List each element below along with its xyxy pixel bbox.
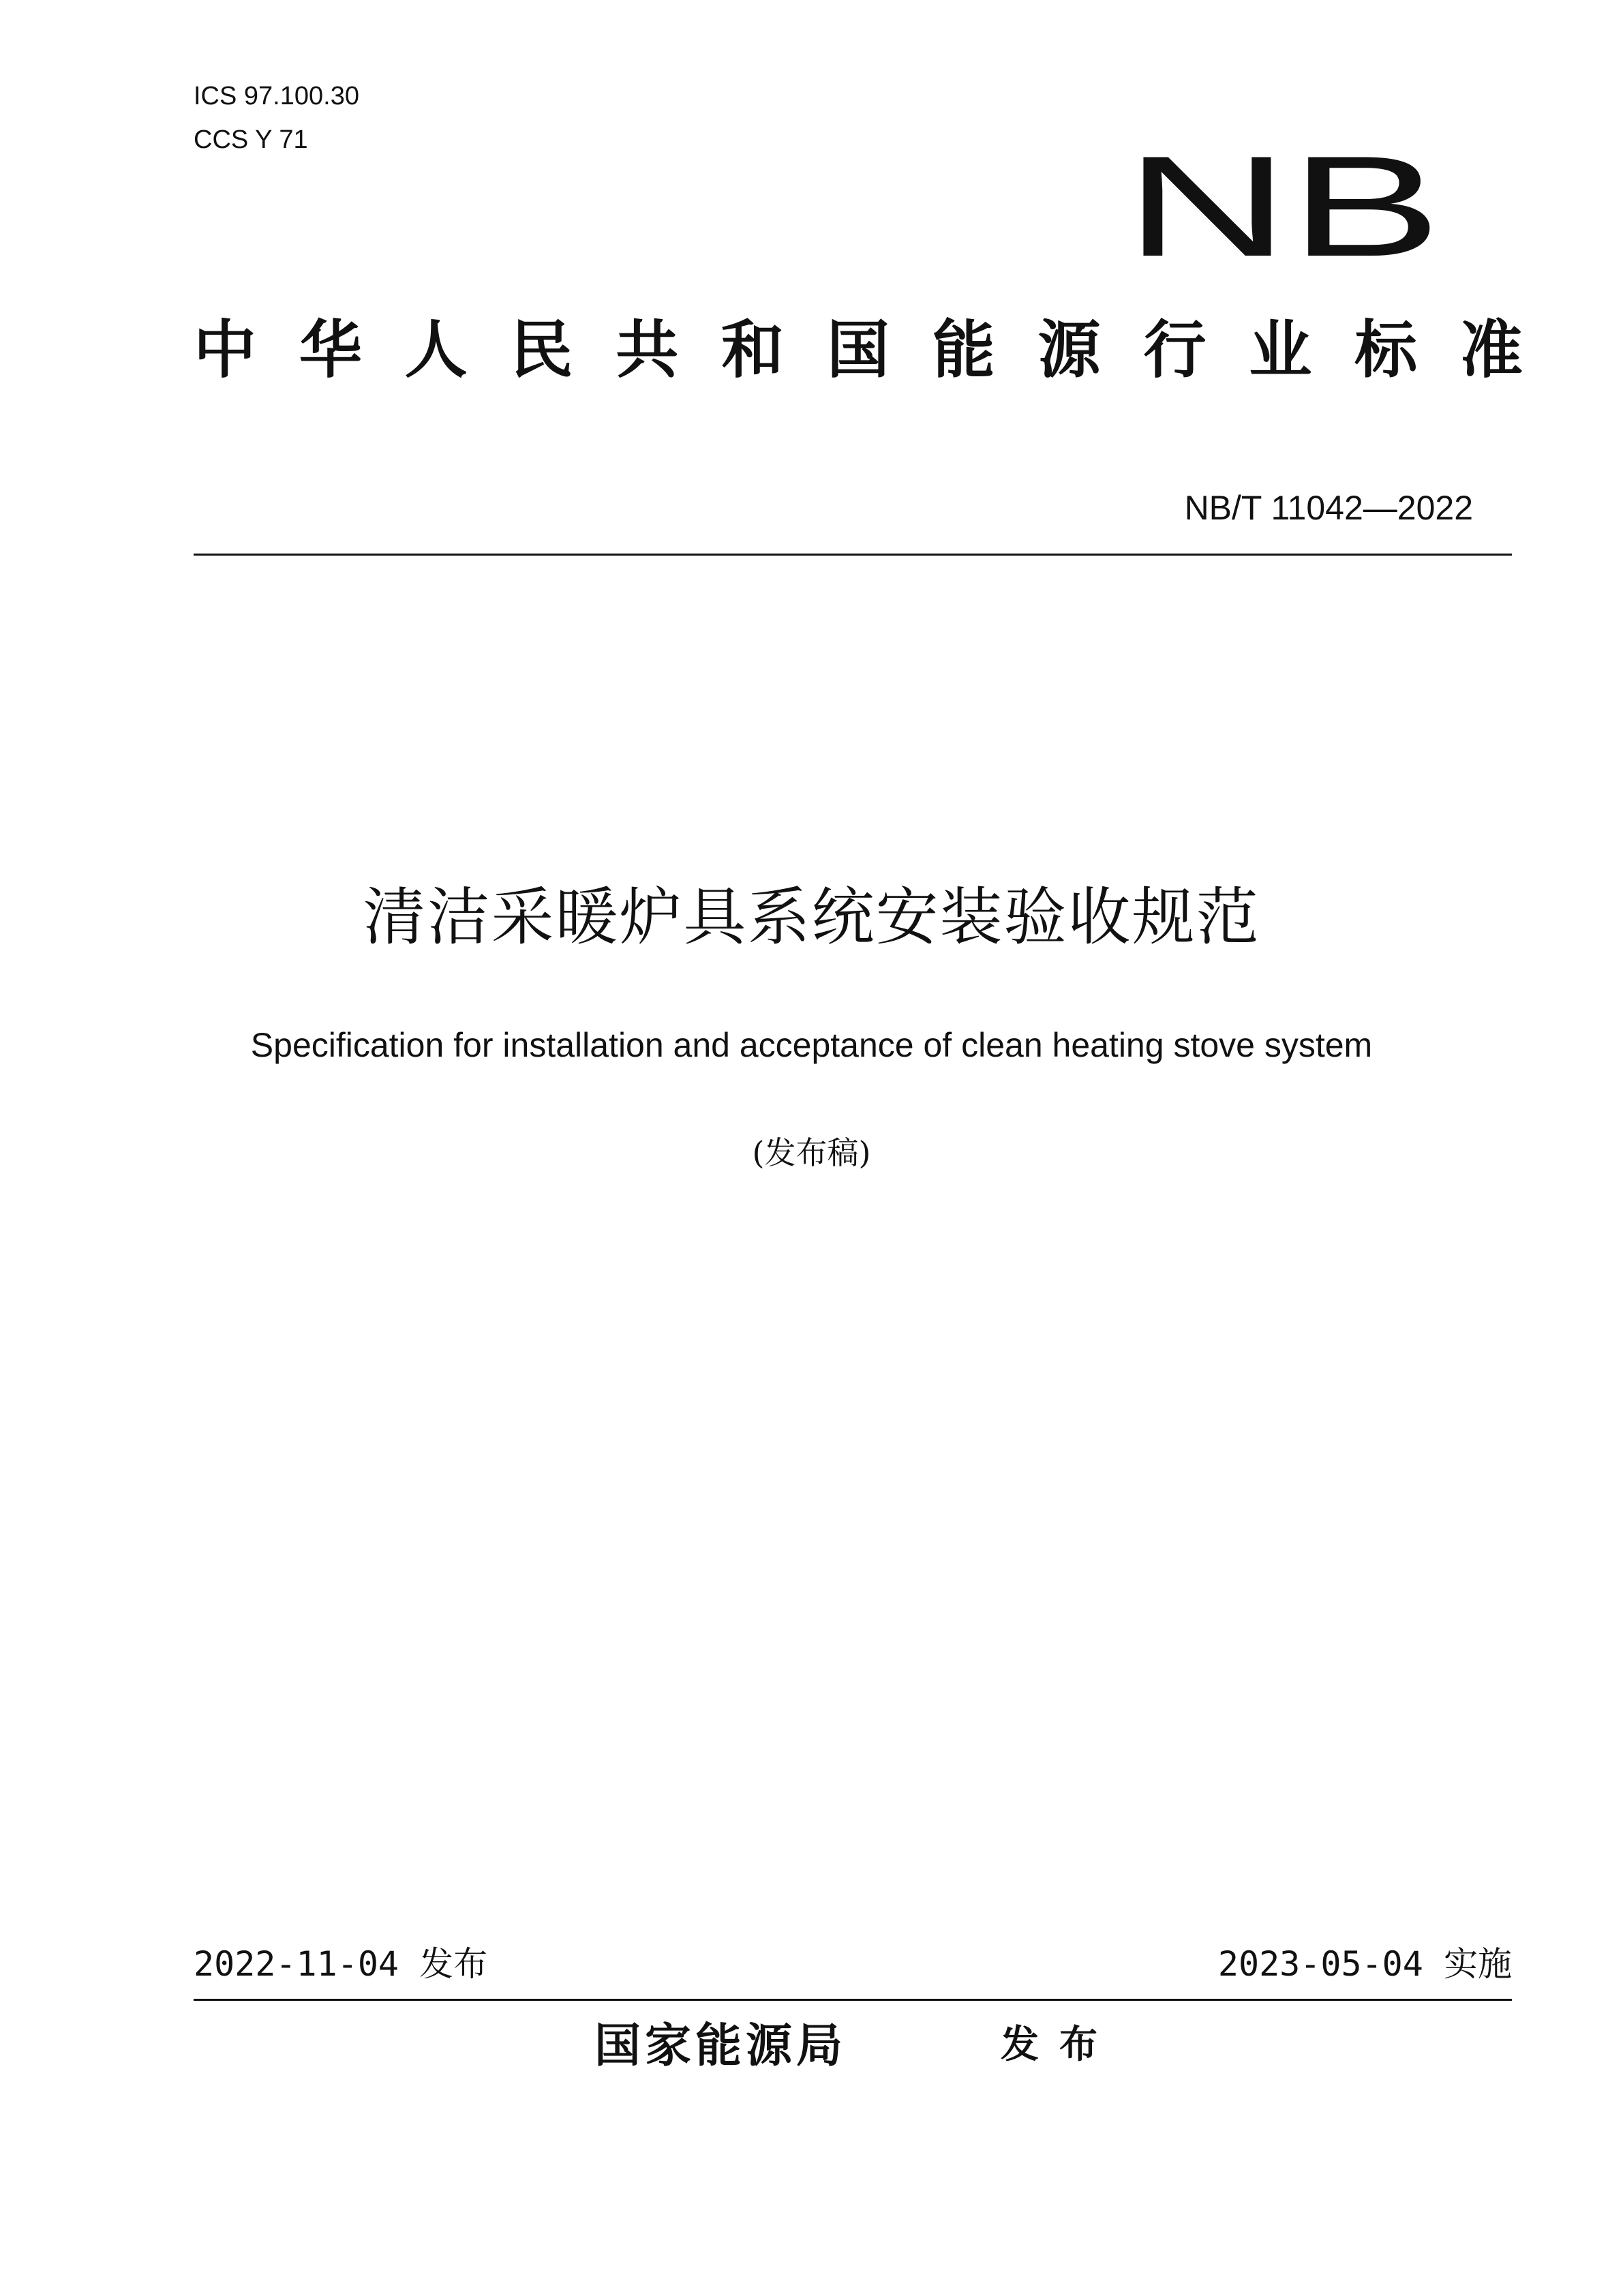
bottom-divider	[194, 1999, 1512, 2001]
title-char: 标	[1354, 314, 1418, 387]
ics-code: ICS 97.100.30	[194, 82, 359, 110]
standard-number: NB/T 11042—2022	[1184, 489, 1473, 527]
document-title-chinese: 清洁采暖炉具系统安装验收规范	[363, 881, 1260, 954]
title-char: 华	[299, 314, 362, 387]
draft-status-label: (发布稿)	[752, 1134, 871, 1171]
title-char: 能	[932, 314, 995, 387]
issuing-authority: 国家能源局	[594, 2019, 847, 2073]
title-char: 行	[1143, 314, 1207, 387]
implementation-date: 2023-05-04 实施	[1217, 1944, 1512, 1984]
title-char: 源	[1037, 314, 1101, 387]
title-char: 人	[404, 314, 468, 387]
top-divider	[194, 554, 1512, 556]
title-char: 和	[721, 314, 785, 387]
title-char: 共	[616, 314, 679, 387]
nb-logo	[1125, 143, 1445, 262]
issuer-action-label: 发布	[1001, 2023, 1118, 2067]
title-char: 民	[510, 314, 573, 387]
title-char: 中	[194, 314, 257, 387]
title-char: 业	[1249, 314, 1312, 387]
issue-date: 2022-11-04 发布	[194, 1944, 488, 1984]
ccs-code: CCS Y 71	[194, 125, 308, 154]
document-title-english: Specification for installation and acceptance of clean heating stove system	[250, 1026, 1373, 1064]
standard-category-title	[194, 314, 1523, 387]
title-char: 国	[826, 314, 890, 387]
title-char: 准	[1459, 314, 1523, 387]
nb-logo-text: NB	[1125, 143, 1442, 262]
